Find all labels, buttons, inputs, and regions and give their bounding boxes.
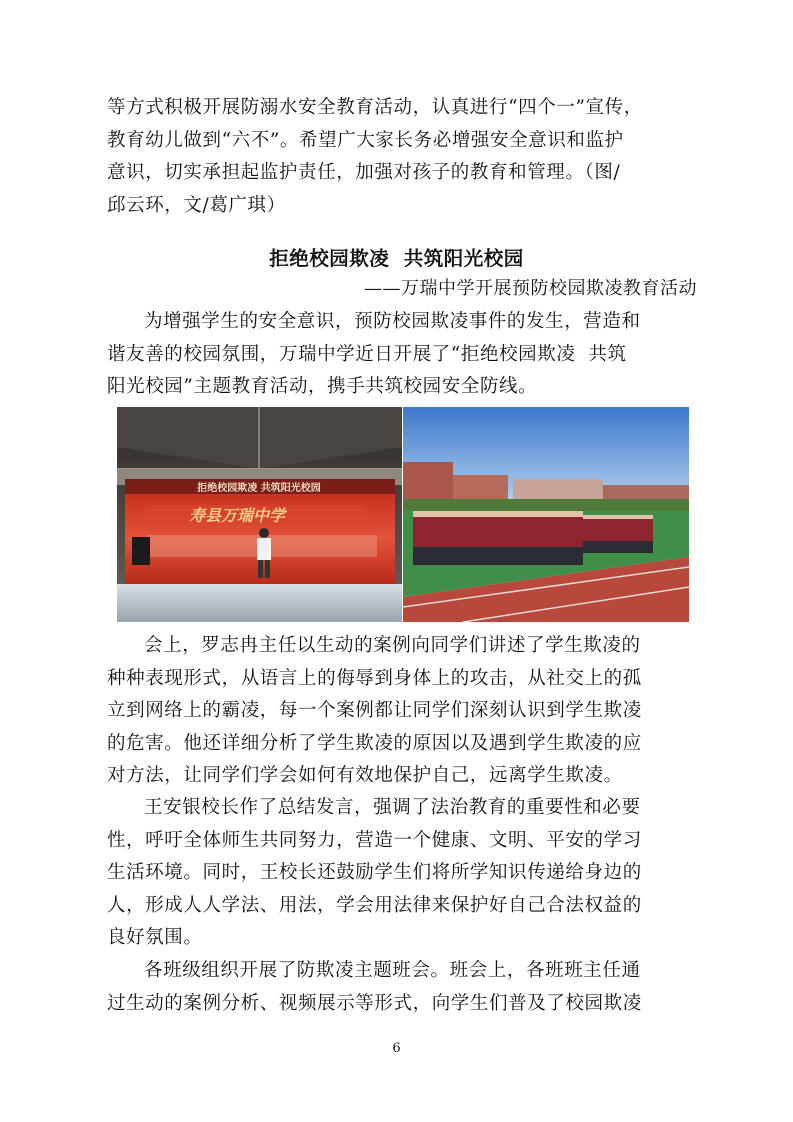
text-line: 种种表现形式，从语言上的侮辱到身体上的攻击，从社交上的孤 [107,667,642,689]
text-line: 意识，切实承担起监护责任，加强对孩子的教育和管理。（图/ [107,162,621,183]
text-line: 各班级组织开展了防欺凌主题班会。班会上，各班班主任通 [144,960,641,981]
text-line: 等方式积极开展防溺水安全教育活动，认真进行“四个一”宣传， [107,97,643,118]
text-line: 立到网络上的霸凌，每一个案例都让同学们深刻认识到学生欺凌 [107,700,642,721]
article-title: 拒绝校园欺凌 共筑阳光校园 [269,247,524,270]
text-line: 过生动的案例分析、视频展示等形式，向学生们普及了校园欺凌 [107,992,642,1014]
text-line: 对方法，让同学们学会如何有效地保护自己，远离学生欺凌。 [107,765,623,786]
banner-text: 拒绝校园欺凌 共筑阳光校园 [197,483,321,494]
article-paragraph-3 [107,792,697,955]
article-paragraph-4 [107,955,697,1020]
text-line: 王安银校长作了总结发言，强调了法治教育的重要性和必要 [144,797,641,818]
text-line: 性，呼吁全体师生共同努力，营造一个健康、文明、平安的学习 [107,829,642,851]
school-sign: 寿县万瑞中学 [188,506,286,525]
playground-photo-drawing [403,407,689,622]
text-line: 邱云环，文/葛广琪） [107,194,286,216]
article-subtitle: ——万瑞中学开展预防校园欺凌教育活动 [364,278,697,299]
stage-photo-drawing [117,407,402,622]
stage-photo [117,407,402,622]
text-line: 为增强学生的安全意识，预防校园欺凌事件的发生，营造和 [144,311,641,332]
playground-photo [403,407,689,622]
page-number: 6 [392,1041,401,1056]
text-line: 会上，罗志冉主任以生动的案例向同学们讲述了学生欺凌的 [144,635,641,656]
article-paragraph-2 [107,630,697,793]
text-line: 生活环境。同时，王校长还鼓励学生们将所学知识传递给身边的 [107,862,642,883]
intro-paragraph [107,92,697,222]
text-line: 教育幼儿做到“六不”。希望广大家长务必增强安全意识和监护 [107,129,624,151]
text-line: 阳光校园”主题教育活动，携手共筑校园安全防线。 [107,376,538,397]
text-line: 良好氛围。 [107,927,203,948]
text-line: 人，形成人人学法、用法，学会用法律来保护好自己合法权益的 [107,894,642,916]
text-line: 的危害。他还详细分析了学生欺凌的原因以及遇到学生欺凌的应 [107,732,642,754]
article-paragraph-1 [107,306,697,404]
text-line: 谐友善的校园氛围，万瑞中学近日开展了“拒绝校园欺凌 共筑 [107,343,627,365]
